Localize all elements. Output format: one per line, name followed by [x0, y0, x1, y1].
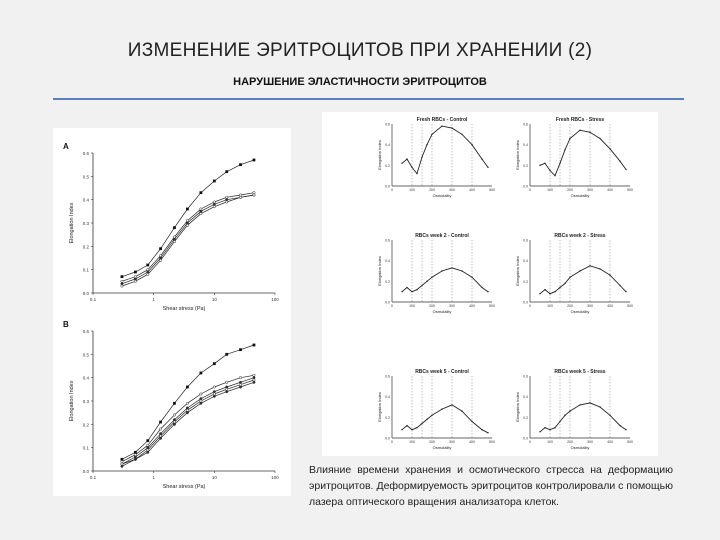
panel-a-y-tick-label: 0.6 — [82, 151, 89, 156]
panel-b-data-point — [134, 453, 136, 455]
osmo-6-y-axis-label: Elongation Index — [515, 392, 520, 422]
osmo-4-data-point — [619, 285, 620, 286]
osmo-1-data-point — [461, 134, 462, 135]
osmo-1-x-tick-label: 0 — [391, 188, 393, 192]
panel-a-y-tick-label: 0.4 — [82, 197, 89, 203]
osmo-3-data-point — [416, 289, 417, 290]
osmo-2-data-point — [549, 170, 550, 171]
osmo-5-data-point — [411, 429, 412, 430]
osmo-5-data-point — [461, 410, 462, 411]
slide-subtitle: НАРУШЕНИЕ ЭЛАСТИЧНОСТИ ЭРИТРОЦИТОВ — [233, 76, 487, 88]
osmo-5-data-point — [487, 432, 488, 433]
osmo-3-x-axis-label: Osmolality — [432, 309, 452, 314]
osmo-1-data-point — [426, 144, 427, 145]
osmo-1-data-point — [451, 127, 452, 128]
panel-a-data-point — [200, 212, 202, 214]
osmo-3-x-tick-label: 0 — [391, 304, 393, 308]
panel-a-data-point — [200, 208, 202, 210]
osmo-3-data-point — [421, 285, 422, 286]
osmo-2-y-tick-label: 0.2 — [523, 163, 528, 168]
osmo-1-data-point — [471, 144, 472, 145]
osmo-5-data-point — [406, 425, 407, 426]
panel-a-data-point — [239, 163, 242, 166]
osmo-3-data-point — [441, 270, 442, 271]
slide-title: ИЗМЕНЕНИЕ ЭРИТРОЦИТОВ ПРИ ХРАНЕНИИ (2) — [127, 40, 593, 61]
panel-b-data-point — [213, 386, 215, 388]
osmo-6-data-point — [554, 427, 555, 428]
panel-a-x-tick-label: 100 — [271, 297, 279, 302]
osmo-3-data-point — [431, 277, 432, 278]
osmo-6-data-point — [579, 404, 580, 405]
osmo-6-x-tick-label: 200 — [567, 440, 573, 444]
figure-caption: Влияние времени хранения и осмотического стресса на деформацию эритроцитов. Деформируемость эритроцитов контролировали с помощью лазера оптического вращения анализатора клеток. — [309, 464, 673, 508]
panel-b-data-point — [186, 386, 189, 389]
osmo-5-x-tick-label: 500 — [489, 440, 495, 444]
panel-b-data-point — [213, 393, 215, 395]
osmo-5-x-axis-label: Osmolality — [432, 445, 452, 450]
osmo-5-title: RBCs week 5 - Control — [415, 369, 469, 375]
panel-b-data-point — [159, 428, 161, 430]
osmo-3-x-tick-label: 500 — [489, 304, 495, 308]
panel-b-data-point — [159, 435, 161, 437]
osmo-4-data-point — [554, 291, 555, 292]
osmo-5-x-tick-label: 400 — [469, 440, 475, 444]
panel-b-x-axis-label: Shear stress (Pa) — [162, 484, 206, 490]
panel-a-data-point — [239, 194, 241, 196]
panel-b-data-point — [159, 432, 161, 434]
panel-a-y-tick-label: 0.3 — [82, 221, 89, 226]
panel-a-data-point — [213, 180, 216, 183]
osmo-5-data-point — [401, 429, 402, 430]
osmo-4-data-point — [564, 283, 565, 284]
osmo-3-y-tick-label: 0.6 — [385, 238, 390, 243]
osmo-1-y-tick-label: 0.6 — [385, 122, 390, 127]
panel-a-data-point — [121, 282, 123, 284]
panel-a-y-tick-label: 0.0 — [82, 291, 89, 296]
osmo-1-y-tick-label: 0.2 — [385, 163, 390, 168]
osmo-5-x-tick-label: 200 — [429, 440, 435, 444]
osmo-3-data-point — [451, 267, 452, 268]
osmo-4-x-tick-label: 200 — [567, 304, 573, 308]
osmo-2-data-point — [609, 148, 610, 149]
panel-b-data-point — [146, 439, 149, 442]
panel-b-data-point — [134, 456, 136, 458]
panel-b-series-line — [122, 380, 254, 464]
osmo-2-data-point — [544, 163, 545, 164]
panel-b-data-point — [253, 344, 256, 347]
panel-a-data-point — [199, 191, 202, 194]
osmo-5-y-axis-label: Elongation Index — [377, 392, 382, 422]
panel-a-data-point — [253, 159, 256, 162]
osmo-4-data-point — [609, 274, 610, 275]
panel-b-data-point — [173, 418, 175, 420]
osmo-5-y-tick-label: 0.0 — [385, 436, 390, 441]
osmo-6-y-tick-label: 0.0 — [523, 436, 528, 441]
osmo-6-y-tick-label: 0.4 — [523, 395, 528, 400]
osmo-5-data-point — [481, 429, 482, 430]
osmo-6-x-tick-label: 400 — [607, 440, 613, 444]
panel-a-y-tick-label: 0.1 — [82, 267, 89, 273]
osmo-4-data-point — [599, 268, 600, 269]
osmo-6-data-point — [599, 406, 600, 407]
shear-stress-figure — [53, 128, 291, 496]
panel-b-data-point — [147, 451, 149, 453]
osmo-2-data-point — [625, 169, 626, 170]
osmolality-figure — [322, 112, 658, 456]
panel-b-data-point — [159, 421, 162, 424]
osmo-2-x-tick-label: 300 — [587, 188, 593, 192]
panel-b-data-point — [226, 386, 228, 388]
panel-b-data-point — [199, 372, 202, 375]
osmo-6-data-point — [559, 421, 560, 422]
panel-a-data-point — [226, 196, 228, 198]
panel-a-y-tick-label: 0.5 — [82, 174, 89, 180]
panel-a-x-tick-label: 10 — [211, 297, 217, 302]
panel-b-y-tick-label: 0.0 — [82, 469, 89, 474]
panel-a-data-point — [134, 278, 136, 280]
osmo-4-title: RBCs week 2 - Stress — [554, 233, 606, 239]
osmo-1-title: Fresh RBCs - Control — [416, 117, 468, 123]
osmo-4-data-point — [625, 291, 626, 292]
osmo-4-curve — [540, 266, 626, 294]
panel-b-data-point — [147, 449, 149, 451]
panel-a-x-axis-label: Shear stress (Pa) — [162, 306, 206, 312]
panel-a-letter: A — [63, 142, 69, 151]
osmo-4-y-tick-label: 0.2 — [523, 279, 528, 284]
osmo-2-x-tick-label: 100 — [547, 188, 553, 192]
panel-a-data-point — [173, 240, 175, 242]
osmo-4-x-axis-label: Osmolality — [570, 309, 590, 314]
osmo-6-curve — [540, 403, 626, 432]
panel-b-data-point — [186, 411, 188, 413]
title-divider — [53, 98, 684, 100]
panel-b-data-point — [200, 397, 202, 399]
panel-b-letter: B — [63, 320, 69, 329]
osmo-6-title: RBCs week 5 - Stress — [554, 369, 606, 375]
osmo-4-data-point — [559, 287, 560, 288]
osmo-1-data-point — [421, 156, 422, 157]
panel-a-data-point — [226, 198, 228, 200]
osmo-3-y-tick-label: 0.0 — [385, 300, 390, 305]
osmo-1-curve — [402, 126, 488, 174]
panel-a-data-point — [186, 219, 188, 221]
osmo-1-data-point — [406, 158, 407, 159]
osmo-6-x-tick-label: 500 — [627, 440, 633, 444]
osmo-3-y-axis-label: Elongation Index — [377, 256, 382, 286]
panel-a-data-point — [134, 271, 137, 274]
osmo-1-y-axis-label: Elongation Index — [377, 140, 382, 170]
osmo-6-data-point — [564, 415, 565, 416]
osmo-6-y-tick-label: 0.6 — [523, 374, 528, 379]
osmo-4-x-tick-label: 300 — [587, 304, 593, 308]
osmo-2-data-point — [619, 161, 620, 162]
panel-a-data-point — [134, 280, 136, 282]
osmo-1-x-axis-label: Osmolality — [432, 193, 452, 198]
osmo-6-y-tick-label: 0.2 — [523, 415, 528, 420]
panel-a-data-point — [186, 222, 188, 224]
panel-b-data-point — [186, 402, 188, 404]
osmo-1-x-tick-label: 200 — [429, 188, 435, 192]
osmo-6-data-point — [625, 429, 626, 430]
osmo-2-x-tick-label: 500 — [627, 188, 633, 192]
panel-b-series-line — [122, 382, 254, 466]
osmo-4-data-point — [589, 265, 590, 266]
osmolality-charts — [322, 112, 658, 456]
osmo-1-x-tick-label: 500 — [489, 188, 495, 192]
panel-b-data-point — [200, 400, 202, 402]
osmo-3-data-point — [481, 287, 482, 288]
osmo-5-x-tick-label: 0 — [391, 440, 393, 444]
osmo-1-x-tick-label: 100 — [409, 188, 415, 192]
osmo-1-data-point — [416, 173, 417, 174]
panel-a-series-line — [122, 193, 254, 282]
panel-b-data-point — [226, 388, 228, 390]
panel-b-data-point — [121, 465, 123, 467]
panel-b-y-tick-label: 0.3 — [82, 399, 89, 404]
osmo-3-title: RBCs week 2 - Control — [415, 233, 469, 239]
panel-a-y-axis-label: Elongation Index — [69, 202, 75, 244]
panel-b-data-point — [253, 374, 255, 376]
osmo-2-x-tick-label: 200 — [567, 188, 573, 192]
osmo-5-data-point — [471, 421, 472, 422]
panel-b-data-point — [226, 390, 228, 392]
osmo-2-x-tick-label: 0 — [529, 188, 531, 192]
panel-a-data-point — [159, 259, 161, 261]
osmo-2-curve — [540, 130, 626, 176]
panel-b-data-point — [121, 463, 123, 465]
panel-a-data-point — [147, 271, 149, 273]
osmo-6-data-point — [549, 429, 550, 430]
panel-b-y-axis-label: Elongation Index — [69, 380, 75, 422]
panel-b-data-point — [213, 395, 215, 397]
panel-b-x-tick-label: 10 — [211, 475, 217, 480]
panel-b-x-tick-label: 0.1 — [89, 475, 97, 480]
osmo-3-data-point — [426, 281, 427, 282]
osmo-6-x-tick-label: 300 — [587, 440, 593, 444]
panel-a-data-point — [200, 210, 202, 212]
panel-b-data-point — [173, 423, 175, 425]
osmo-6-data-point — [619, 425, 620, 426]
osmo-1-data-point — [401, 163, 402, 164]
panel-a-series-line — [122, 160, 254, 277]
panel-a-data-point — [121, 285, 123, 287]
panel-b-data-point — [173, 421, 175, 423]
panel-b-y-tick-label: 0.4 — [82, 375, 89, 381]
osmo-2-data-point — [564, 149, 565, 150]
osmo-1-x-tick-label: 400 — [469, 188, 475, 192]
osmo-3-x-tick-label: 300 — [449, 304, 455, 308]
panel-b-data-point — [225, 353, 228, 356]
panel-a-data-point — [186, 224, 188, 226]
panel-b-x-tick-label: 1 — [152, 475, 155, 480]
panel-b-data-point — [186, 407, 188, 409]
panel-b-data-point — [213, 390, 215, 392]
panel-a-data-point — [147, 268, 149, 270]
osmo-2-data-point — [559, 163, 560, 164]
osmo-2-data-point — [539, 165, 540, 166]
osmo-1-x-tick-label: 300 — [449, 188, 455, 192]
osmo-2-data-point — [569, 138, 570, 139]
osmo-1-y-tick-label: 0.4 — [385, 143, 390, 148]
osmo-2-x-tick-label: 400 — [607, 188, 613, 192]
osmo-2-x-axis-label: Osmolality — [570, 193, 590, 198]
panel-b-data-point — [253, 379, 255, 381]
osmo-6-x-tick-label: 0 — [529, 440, 531, 444]
osmo-4-data-point — [569, 277, 570, 278]
osmo-5-x-tick-label: 100 — [409, 440, 415, 444]
panel-b-y-tick-label: 0.6 — [82, 329, 89, 334]
osmo-1-data-point — [487, 167, 488, 168]
panel-a-data-point — [147, 273, 149, 275]
osmo-5-data-point — [426, 419, 427, 420]
osmo-6-data-point — [589, 402, 590, 403]
panel-a-data-point — [226, 201, 228, 203]
osmo-4-x-tick-label: 0 — [529, 304, 531, 308]
osmo-2-y-tick-label: 0.0 — [523, 184, 528, 189]
panel-a-data-point — [213, 201, 215, 203]
osmo-4-y-tick-label: 0.0 — [523, 300, 528, 305]
panel-a-data-point — [186, 208, 189, 211]
panel-b-data-point — [147, 444, 149, 446]
panel-b-data-point — [239, 376, 241, 378]
panel-a-data-point — [121, 280, 123, 282]
osmo-3-x-tick-label: 400 — [469, 304, 475, 308]
osmo-6-data-point — [569, 410, 570, 411]
osmo-1-y-tick-label: 0.0 — [385, 184, 390, 189]
osmo-5-data-point — [416, 427, 417, 428]
panel-b-data-point — [147, 446, 149, 448]
panel-b-data-point — [200, 393, 202, 395]
panel-a-data-point — [121, 275, 124, 278]
panel-b-data-point — [173, 414, 175, 416]
osmo-4-y-axis-label: Elongation Index — [515, 256, 520, 286]
osmo-5-data-point — [431, 415, 432, 416]
osmo-3-data-point — [471, 277, 472, 278]
panel-b-y-tick-label: 0.1 — [82, 445, 89, 451]
panel-a-data-point — [173, 226, 176, 229]
panel-b-data-point — [253, 376, 255, 378]
panel-b-data-point — [253, 381, 255, 383]
osmo-4-x-tick-label: 100 — [547, 304, 553, 308]
panel-a-data-point — [253, 194, 255, 196]
osmo-6-x-tick-label: 100 — [547, 440, 553, 444]
panel-b-data-point — [134, 458, 136, 460]
panel-a-data-point — [146, 264, 149, 267]
osmo-3-curve — [402, 268, 488, 292]
panel-b-x-tick-label: 100 — [271, 475, 279, 480]
panel-b-data-point — [226, 381, 228, 383]
osmo-6-data-point — [609, 415, 610, 416]
osmo-2-data-point — [589, 132, 590, 133]
osmo-3-x-tick-label: 200 — [429, 304, 435, 308]
osmo-4-data-point — [579, 270, 580, 271]
panel-b-data-point — [239, 348, 242, 351]
panel-b-data-point — [173, 402, 176, 405]
panel-b-data-point — [239, 386, 241, 388]
osmo-1-data-point — [481, 158, 482, 159]
osmo-2-title: Fresh RBCs - Stress — [555, 117, 605, 123]
osmo-3-data-point — [401, 291, 402, 292]
osmo-4-x-tick-label: 400 — [607, 304, 613, 308]
panel-b-data-point — [159, 437, 161, 439]
osmo-4-y-tick-label: 0.4 — [523, 259, 528, 264]
osmo-3-data-point — [411, 291, 412, 292]
panel-a-data-point — [213, 205, 215, 207]
osmo-3-x-tick-label: 100 — [409, 304, 415, 308]
osmo-5-curve — [402, 405, 488, 433]
osmo-5-data-point — [451, 404, 452, 405]
panel-a-data-point — [225, 170, 228, 173]
osmo-2-y-tick-label: 0.6 — [523, 122, 528, 127]
osmo-5-y-tick-label: 0.2 — [385, 415, 390, 420]
panel-a-data-point — [239, 196, 241, 198]
osmo-4-data-point — [549, 293, 550, 294]
panel-a-data-point — [253, 191, 255, 193]
osmo-5-y-tick-label: 0.6 — [385, 374, 390, 379]
panel-b-data-point — [239, 383, 241, 385]
osmo-2-data-point — [554, 175, 555, 176]
panel-a-data-point — [213, 203, 215, 205]
shear-stress-charts — [53, 128, 291, 496]
osmo-6-data-point — [539, 431, 540, 432]
osmo-2-y-axis-label: Elongation Index — [515, 140, 520, 170]
panel-b-data-point — [200, 402, 202, 404]
osmo-2-y-tick-label: 0.4 — [523, 143, 528, 148]
osmo-5-data-point — [421, 423, 422, 424]
osmo-5-data-point — [441, 408, 442, 409]
osmo-1-data-point — [411, 167, 412, 168]
panel-b-y-tick-label: 0.2 — [82, 422, 89, 428]
osmo-5-y-tick-label: 0.4 — [385, 395, 390, 400]
osmo-3-y-tick-label: 0.4 — [385, 259, 390, 264]
osmo-3-data-point — [487, 291, 488, 292]
osmo-4-data-point — [544, 289, 545, 290]
osmo-3-data-point — [461, 270, 462, 271]
panel-a-x-tick-label: 1 — [152, 297, 155, 302]
panel-b-data-point — [121, 460, 123, 462]
osmo-4-y-tick-label: 0.6 — [523, 238, 528, 243]
osmo-6-x-axis-label: Osmolality — [570, 445, 590, 450]
panel-b-data-point — [239, 381, 241, 383]
panel-a-data-point — [159, 247, 162, 250]
osmo-2-data-point — [579, 130, 580, 131]
panel-b-series-line — [122, 378, 254, 464]
panel-b-y-tick-label: 0.5 — [82, 352, 89, 358]
osmo-1-data-point — [441, 125, 442, 126]
osmo-6-data-point — [544, 427, 545, 428]
panel-a-x-tick-label: 0.1 — [89, 297, 97, 302]
osmo-3-y-tick-label: 0.2 — [385, 279, 390, 284]
osmo-1-data-point — [431, 134, 432, 135]
osmo-5-x-tick-label: 300 — [449, 440, 455, 444]
osmo-4-data-point — [539, 293, 540, 294]
osmo-3-data-point — [406, 287, 407, 288]
osmo-4-x-tick-label: 500 — [627, 304, 633, 308]
panel-b-data-point — [213, 362, 216, 365]
panel-a-y-tick-label: 0.2 — [82, 244, 89, 250]
panel-b-data-point — [186, 409, 188, 411]
osmo-2-data-point — [599, 138, 600, 139]
panel-a-data-point — [134, 275, 136, 277]
